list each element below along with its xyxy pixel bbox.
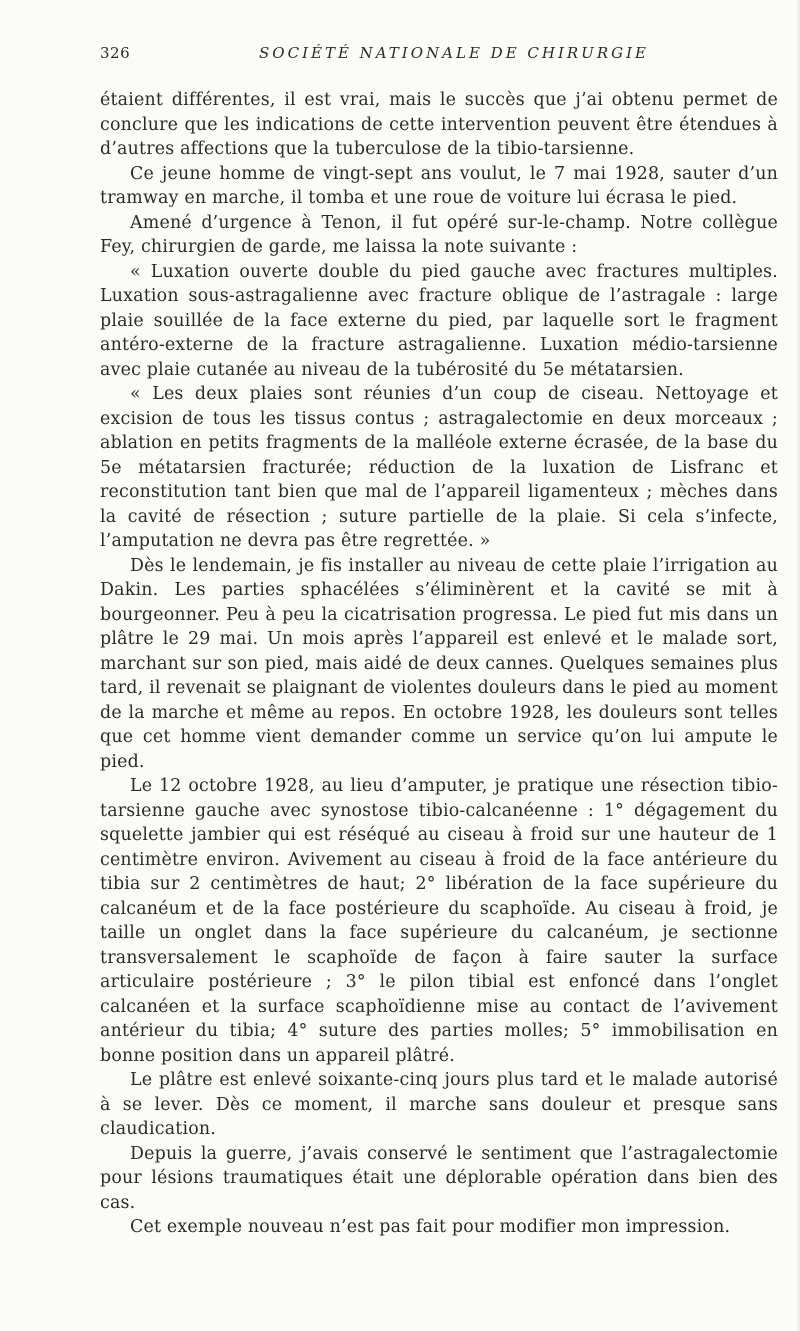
quoted-paragraph: « Luxation ouverte double du pied gauche avec fractures multiples. Luxation sous-astragalienne avec fracture oblique de l’astragale : large plaie souillée de la face externe du pied, par laquelle sort le fragment antéro-externe de la fracture astragalienne. Luxation médio-tarsienne avec plaie cutanée au niveau de la tubérosité du 5e métatarsien. [100,261,778,380]
paragraph: Amené d’urgence à Tenon, il fut opéré sur-le-champ. Notre collègue Fey, chirurgien de garde, me laissa la note suivante : [100,212,778,257]
page-header [100,44,780,68]
paragraph-continued: étaient différentes, il est vrai, mais le succès que j’ai obtenu permet de conclure que les indications de cette intervention peuvent être étendues à d’autres affections que la tuberculose de la tibio-tarsienne. [100,90,778,159]
paragraph: Le 12 octobre 1928, au lieu d’amputer, je pratique une résection tibio-tarsienne gauche avec synostose tibio-calcanéenne : 1° dégagement du squelette jambier qui est réséqué au ciseau à froid sur une hauteur de 1 centimètre environ. Avivement au ciseau à froid de la face antérieure du tibia sur 2 centimètres de haut; 2° libération de la face supérieure du calcanéum et de la face postérieure du scaphoïde. Au ciseau à froid, je taille un onglet dans la face supérieure du calcanéum, je sectionne transversalement le scaphoïde de façon à faire sauter la surface articulaire postérieure ; 3° le pilon tibial est enfoncé dans l’onglet calcanéen et la surface scaphoïdienne mise au contact de l’avivement antérieur du tibia; 4° suture des parties molles; 5° immobilisation en bonne position dans un appareil plâtré. [100,776,778,1066]
quoted-paragraph: « Les deux plaies sont réunies d’un coup de ciseau. Nettoyage et excision de tous les tissus contus ; astragalectomie en deux morceaux ; ablation en petits fragments de la malléole externe écrasée, de la base du 5e métatarsien fracturée; réduction de la luxation de Lisfranc et reconstitution tant bien que mal de l’appareil ligamenteux ; mèches dans la cavité de résection ; suture partielle de la plaie. Si cela s’infecte, l’amputation ne devra pas être regrettée. » [100,384,778,551]
paragraph: Le plâtre est enlevé soixante-cinq jours plus tard et le malade autorisé à se lever. Dès ce moment, il marche sans douleur et presque sans claudication. [100,1070,778,1139]
paragraph: Cet exemple nouveau n’est pas fait pour modifier mon impression. [130,1217,731,1237]
page-edge-shadow [796,0,800,1331]
body-text [100,88,778,1240]
paragraph: Depuis la guerre, j’avais conservé le sentiment que l’astragalectomie pour lésions traumatiques était une déplorable opération dans bien des cas. [100,1143,778,1213]
paragraph: Ce jeune homme de vingt-sept ans voulut, le 7 mai 1928, sauter d’un tramway en marche, il tomba et une roue de voiture lui écrasa le pied. [100,163,778,208]
paragraph: Dès le lendemain, je fis installer au niveau de cette plaie l’irrigation au Dakin. Les parties sphacélées s’éliminèrent et la cavité se mit à bourgeonner. Peu à peu la cicatrisation progressa. Le pied fut mis dans un plâtre le 29 mai. Un mois après l’appareil est enlevé et le malade sort, marchant sur son pied, mais aidé de deux cannes. Quelques semaines plus tard, il revenait se plaignant de violentes douleurs dans le pied au moment de la marche et même au repos. En octobre 1928, les douleurs sont telles que cet homme vient demander comme un service qu’on lui ampute le pied. [100,555,778,772]
page-number: 326 [100,44,131,62]
running-title: SOCIÉTÉ NATIONALE DE CHIRURGIE [259,44,649,62]
